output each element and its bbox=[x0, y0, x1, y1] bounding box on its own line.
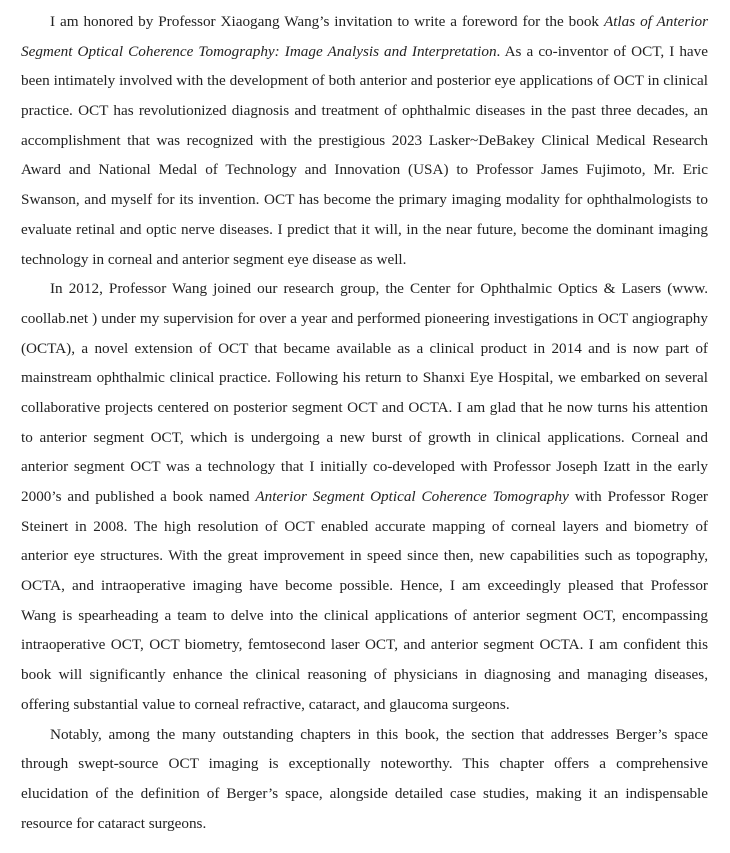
text-segment: In 2012, Professor Wang joined our research group, the Center for Ophthalmic Optics & Lasers (www. bbox=[50, 280, 708, 298]
text-segment: I am honored by Professor Xiaogang Wang’s invitation to write a foreword for the book bbox=[50, 13, 604, 30]
text-line bbox=[21, 541, 708, 571]
text-line bbox=[21, 630, 708, 660]
text-segment: . As a co-inventor of OCT, I have bbox=[496, 42, 708, 60]
text-segment: Award and National Medal of Technology and Innovation (USA) to Professor James Fujimoto, Mr. Eric bbox=[21, 161, 708, 179]
text-segment: been intimately involved with the development of both anterior and posterior eye applications of OCT in clinical bbox=[21, 72, 708, 90]
italic-book-title: Anterior Segment Optical Coherence Tomography bbox=[255, 488, 569, 505]
text-line bbox=[21, 779, 708, 809]
text-line bbox=[21, 809, 708, 839]
text-segment: OCTA, and intraoperative imaging have become possible. Hence, I am exceedingly pleased that Professor bbox=[21, 577, 708, 595]
text-segment: mainstream ophthalmic clinical practice. Following his return to Shanxi Eye Hospital, we embarked on several bbox=[21, 369, 708, 387]
text-line bbox=[21, 571, 708, 601]
text-segment: offering substantial value to corneal refractive, cataract, and glaucoma surgeons. bbox=[21, 695, 510, 713]
text-line bbox=[21, 393, 708, 423]
text-segment: coollab.net ) under my supervision for over a year and performed pioneering investigations in OCT angiography bbox=[21, 309, 708, 327]
text-line bbox=[21, 215, 708, 245]
text-line bbox=[21, 37, 708, 67]
text-segment: accomplishment that was recognized with the prestigious 2023 Lasker~DeBakey Clinical Medical Research bbox=[21, 131, 708, 149]
text-line bbox=[21, 274, 708, 304]
text-segment: book will significantly enhance the clinical reasoning of physicians in diagnosing and managing diseases, bbox=[21, 666, 708, 684]
text-segment: Notably, among the many outstanding chapters in this book, the section that addresses Berger’s space bbox=[50, 725, 708, 743]
text-segment: technology in corneal and anterior segment eye disease as well. bbox=[21, 250, 407, 268]
text-segment: practice. OCT has revolutionized diagnosis and treatment of ophthalmic diseases in the past three decades, an bbox=[21, 102, 708, 120]
text-line bbox=[21, 66, 708, 96]
text-line bbox=[21, 452, 708, 482]
text-segment: intraoperative OCT, OCT biometry, femtosecond laser OCT, and anterior segment OCTA. I am confident this bbox=[21, 636, 708, 654]
paragraph bbox=[21, 274, 708, 719]
text-line bbox=[21, 245, 708, 275]
text-segment: anterior segment OCT was a technology that I initially co-developed with Professor Joseph Izatt in the early bbox=[21, 458, 708, 476]
text-segment: with Professor Roger bbox=[568, 488, 708, 505]
text-line bbox=[21, 185, 708, 215]
text-line bbox=[21, 126, 708, 156]
text-line bbox=[21, 660, 708, 690]
paragraph bbox=[21, 7, 708, 274]
italic-book-title: Atlas of Anterior bbox=[603, 13, 708, 30]
text-line bbox=[21, 512, 708, 542]
text-line bbox=[21, 96, 708, 126]
text-line bbox=[21, 482, 708, 512]
italic-book-title: Segment Optical Coherence Tomography: Image Analysis and Interpretation bbox=[21, 42, 497, 60]
text-segment: (OCTA), a novel extension of OCT that became available as a clinical product in 2014 and is now part of bbox=[21, 339, 708, 357]
text-segment: through swept-source OCT imaging is exceptionally noteworthy. This chapter offers a comprehensive bbox=[21, 755, 708, 773]
text-segment: to anterior segment OCT, which is undergoing a new burst of growth in clinical applications. Corneal and bbox=[21, 428, 708, 446]
paragraph bbox=[21, 720, 708, 839]
text-segment: Steinert in 2008. The high resolution of OCT enabled accurate mapping of corneal layers and biometry of bbox=[21, 517, 708, 535]
text-segment: 2000’s and published a book named bbox=[21, 488, 256, 505]
text-line bbox=[21, 423, 708, 453]
text-line bbox=[21, 334, 708, 364]
text-segment: anterior eye structures. With the great improvement in speed since then, new capabilities such as topography, bbox=[21, 547, 708, 565]
text-line bbox=[21, 720, 708, 750]
text-line bbox=[21, 690, 708, 720]
text-segment: Swanson, and myself for its invention. OCT has become the primary imaging modality for ophthalmologists to bbox=[21, 191, 708, 209]
text-segment: elucidation of the definition of Berger’s space, alongside detailed case studies, making it an indispensable bbox=[21, 784, 708, 802]
text-segment: evaluate retinal and optic nerve diseases. I predict that it will, in the near future, become the dominant imaging bbox=[21, 220, 708, 238]
text-segment: Wang is spearheading a team to delve into the clinical applications of anterior segment OCT, encompassing bbox=[21, 606, 708, 624]
text-line bbox=[21, 601, 708, 631]
text-line bbox=[21, 304, 708, 334]
text-segment: resource for cataract surgeons. bbox=[21, 814, 207, 832]
text-line bbox=[21, 155, 708, 185]
text-line bbox=[21, 7, 708, 37]
text-line bbox=[21, 749, 708, 779]
text-line bbox=[21, 363, 708, 393]
text-segment: collaborative projects centered on posterior segment OCT and OCTA. I am glad that he now turns his attention bbox=[21, 398, 708, 416]
